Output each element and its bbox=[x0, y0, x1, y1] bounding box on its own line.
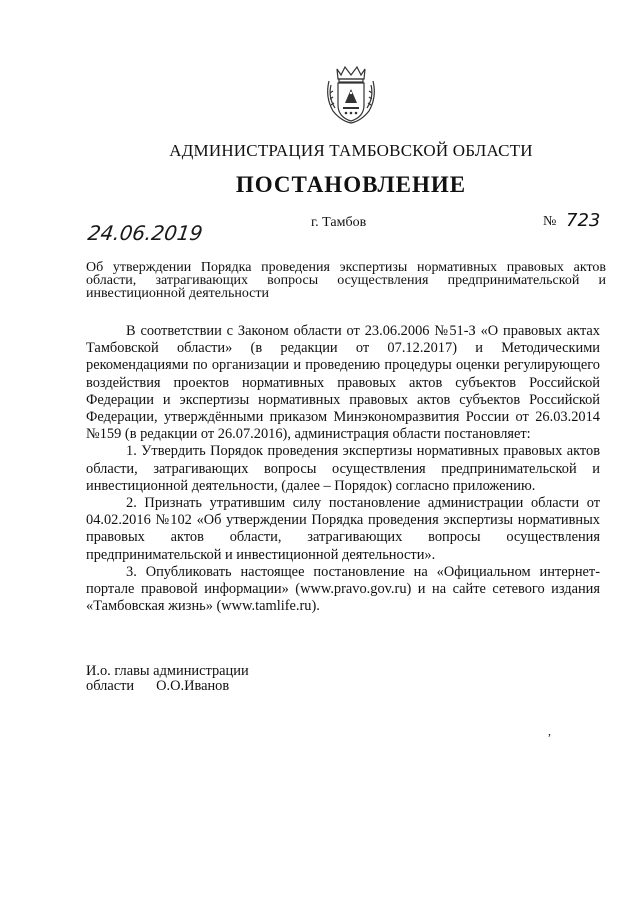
handwritten-date: 24.06.2019 bbox=[86, 221, 205, 245]
organization-title: АДМИНИСТРАЦИЯ ТАМБОВСКОЙ ОБЛАСТИ bbox=[169, 141, 533, 160]
signature-block bbox=[86, 664, 249, 694]
signatory-position-line1: И.о. главы администрации bbox=[86, 663, 249, 679]
coat-of-arms-icon bbox=[323, 63, 379, 125]
preamble-paragraph: В соответствии с Законом области от 23.06.2006 №51-З «О правовых актах Тамбовской области» (в редакции от 07.12.2017) и Методическими рекомендациями по организации и проведению процедуры оценки регулирующего воздействия проектов нормативных правовых актов субъектов Российской Федерации и экспертизы нормативных правовых актов субъектов Российской Федерации, утверждёнными приказом Минэкономразвития России от 26.03.2014 №159 (в редакции от 26.07.2016), администрация области постановляет: bbox=[86, 323, 600, 443]
item-1-paragraph: 1. Утвердить Порядок проведения экспертизы нормативных правовых актов области, затрагивающих вопросы осуществления предпринимательской и инвестиционной деятельности, (далее – Порядок) согласно приложению. bbox=[86, 443, 600, 494]
signatory-position-line2: области bbox=[86, 678, 135, 694]
city: г. Тамбов bbox=[311, 215, 367, 230]
handwritten-number: 723 bbox=[566, 210, 601, 231]
item-2-paragraph: 2. Признать утратившим силу постановление администрации области от 04.02.2016 №102 «Об утверждении Порядка проведения экспертизы нормативных правовых актов области, затрагивающих вопросы осуществления предпринимательской и инвестиционной деятельности». bbox=[86, 495, 600, 563]
document-body bbox=[86, 323, 600, 615]
signatory-name: О.О.Иванов bbox=[156, 678, 230, 694]
document-type-title: ПОСТАНОВЛЕНИЕ bbox=[235, 172, 467, 197]
item-3-paragraph: 3. Опубликовать настоящее постановление на «Официальном интернет-портале правовой информации» (www.pravo.gov.ru) и на сайте сетевого издания «Тамбовская жизнь» (www.tamlife.ru). bbox=[86, 563, 600, 615]
document-subject: Об утверждении Порядка проведения экспертизы нормативных правовых актов области, затрагивающих вопросы осуществления предпринимательской и инвестиционной деятельности bbox=[86, 260, 606, 301]
scan-mark: , bbox=[548, 724, 551, 738]
number-label: № bbox=[543, 214, 557, 229]
